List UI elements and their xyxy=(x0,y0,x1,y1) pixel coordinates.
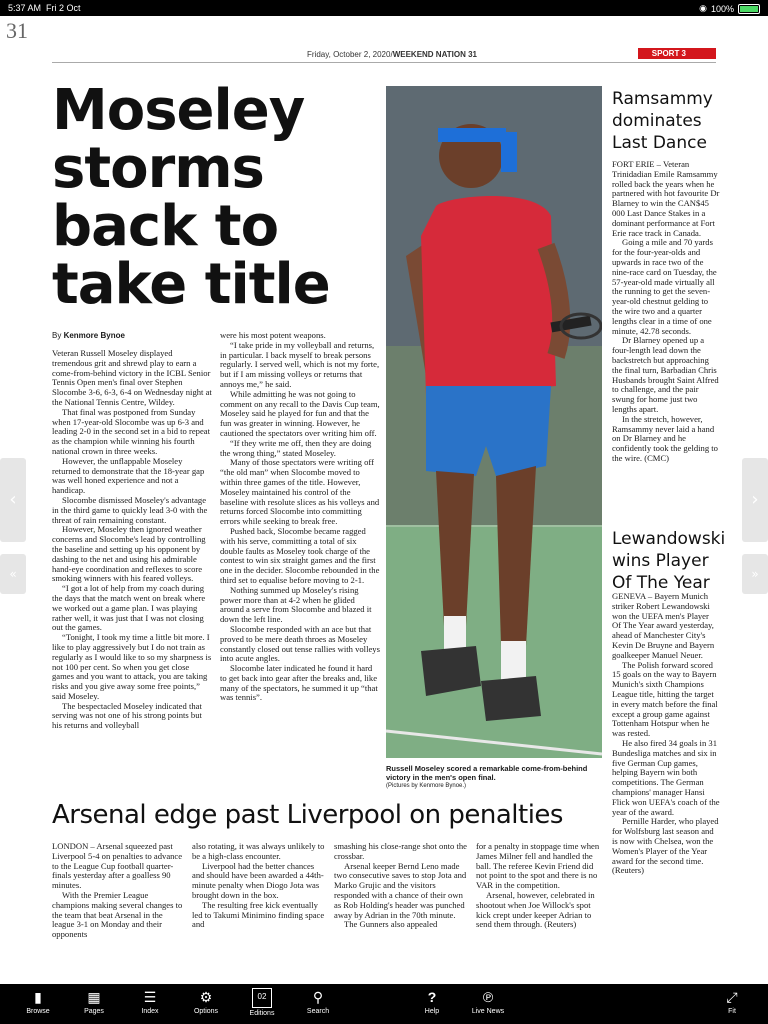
article-paragraph: Going a mile and 70 yards for the four-year-olds and upwards in race two of the nine-race card on Tuesday, the 57-year-old made virtually all the running to get the seven-year-old chestnut gelding to the wire two and a quarter lengths clear in a time of one minute, 42.78 seconds. xyxy=(612,237,717,336)
byline: By Kenmore Bynoe xyxy=(52,331,125,340)
gears-icon: ⚙ xyxy=(199,989,213,1005)
wifi-icon: ◉ xyxy=(699,3,707,13)
article-paragraph: The Gunners also appealed xyxy=(344,919,438,930)
photo-credit: (Pictures by Kenmore Bynoe.) xyxy=(386,783,467,789)
article-paragraph: “I got a lot of help from my coach during the days that the match went on break where we worked out a game plan. I was playing rather well, it was just that I was not closing out the games. xyxy=(52,583,206,633)
article-paragraph: Dr Blarney opened up a four-length lead down the backstretch but approaching the final turn, Barbadian Chris Husbands brought Saint Alfred to challenge, and the pair swung for home just two lengths apart. xyxy=(612,335,719,414)
bottom-story-column-1 xyxy=(52,842,184,940)
article-paragraph: Slocombe responded with an ace but that proved to be mere death throes as Moseley constantly closed out tense rallies with volleys into acute angles. xyxy=(220,623,380,664)
tennis-player-photo xyxy=(386,86,602,758)
article-paragraph: That final was postponed from Sunday when 17-year-old Slocombe was up 6-3 and leading 2-0 in the second set in a bid to repeat as the champion while winning his fourth national crown in three weeks. xyxy=(52,406,210,456)
article-paragraph: FORT ERIE – Veteran Trinidadian Emile Ramsammy rolled back the years when he partnered with hot favourite Dr Blarney to win the CAN$45 000 Last Dance Stakes in a dominant performance at Fort Erie race track in Canada. xyxy=(612,159,720,238)
article-paragraph: LONDON – Arsenal squeezed past Liverpool 5-4 on penalties to advance to the League Cup football quarter-finals yesterday after a goalless 90 minutes. xyxy=(52,841,183,891)
article-paragraph: also rotating, it was always unlikely to be a high-class encounter. xyxy=(192,841,325,861)
article-paragraph: were his most potent weapons. xyxy=(220,330,326,340)
list-icon: ☰ xyxy=(143,989,157,1005)
help-button[interactable]: ? Help xyxy=(424,989,440,1015)
article-paragraph: However, Moseley then ignored weather concerns and Slocombe's lead by controlling the baseline and setting up his opponent by dashing to the net and using his admirable hand-eye coordination and reflexes to score smoking winners with his feared volleys. xyxy=(52,524,206,584)
article-paragraph: Arsenal keeper Bernd Leno made two consecutive saves to stop Jota and Marko Grujic and the visitors responded with a chance of their own as Rob Holding's header was punched away by Adrian in the 70th minute. xyxy=(334,860,467,920)
article-paragraph: “Tonight, I took my time a little bit more. I like to play aggressively but I do not train as regularly as I would like to so my sharpness is not 100 per cent. So when you get close games and you want to attack, you are taking risks and you give away some free points,” said Moseley. xyxy=(52,632,212,701)
article-paragraph: While admitting he was not going to comment on any recall to the Davis Cup team, Moseley said he played for fun and that the fun was greater in winning. However, he cautioned the spectators over writing him off. xyxy=(220,388,380,438)
article-paragraph: The Polish forward scored 15 goals on the way to Bayern Munich's sixth Champions League title, hitting the target in every match before the final except a group game against Tottenham Hotspur when he was rested. xyxy=(612,659,718,739)
fit-button[interactable]: ⤢ Fit xyxy=(704,984,760,1024)
article-paragraph: Pernille Harder, who played for Wolfsburg last season and is now with Chelsea, won the Women's Player of the Year award for the second time. (Reuters) xyxy=(612,816,719,876)
side-story-1-column xyxy=(612,160,720,464)
masthead xyxy=(52,48,716,63)
article-paragraph: The bespectacled Moseley indicated that serving was not one of his strong points but his returns and volleyball xyxy=(52,700,202,731)
status-time: 5:37 AM Fri 2 Oct xyxy=(8,3,81,13)
section-tag: SPORT 3 xyxy=(638,48,716,59)
live-news-button[interactable]: ℗ Live News xyxy=(471,989,505,1015)
side-story-2-column xyxy=(612,592,720,876)
bottom-story-column-3 xyxy=(334,842,468,930)
status-bar xyxy=(0,0,768,16)
battery-icon xyxy=(738,4,760,14)
book-icon: ▮ xyxy=(34,989,42,1005)
page-number: 31 xyxy=(6,18,28,43)
article-paragraph: The resulting free kick eventually led to Takumi Minimino finding space and xyxy=(192,899,325,930)
photo-caption xyxy=(386,764,602,791)
status-right xyxy=(699,3,760,14)
browse-button[interactable]: ▮ Browse xyxy=(26,989,50,1015)
side-headline-1: Ramsammy dominates Last Dance xyxy=(612,89,713,153)
article-paragraph: Liverpool had the better chances and should have been awarded a 44th-minute penalty when Diogo Jota was brought down in the box. xyxy=(192,860,324,900)
bottom-story-column-2 xyxy=(192,842,326,930)
article-paragraph: Slocombe dismissed Moseley's advantage in the third game to quickly lead 3-0 with the threat of rain remaining constant. xyxy=(52,494,208,525)
main-story-column-1 xyxy=(52,349,212,731)
pages-button[interactable]: ▦ Pages xyxy=(84,989,104,1015)
article-paragraph: Nothing summed up Moseley's rising power more than at 4-2 when he glided around a serve from Slocombe and blazed it down the left line. xyxy=(220,584,372,625)
article-paragraph: He also fired 34 goals in 31 Bundesliga matches and six in five German Cup games, helping Bayern win both competitions. The German champions' manager Hansi Flick won UEFA's coach of the year of the award. xyxy=(612,737,720,817)
search-icon: ⚲ xyxy=(312,989,324,1005)
rss-icon: ℗ xyxy=(482,989,494,1005)
bottom-toolbar xyxy=(0,984,768,1024)
article-paragraph: With the Premier League champions making several changes to the team that beat Arsenal in the league 3-1 on Monday and their opponents xyxy=(52,889,183,940)
article-paragraph: Veteran Russell Moseley displayed tremendous grit and shrewd play to earn a come-from-behind victory in the ICBL Senior Tennis Open men's final over Stephen Slocombe 3-6, 6-3, 6-4 on Wednesday night at the National Tennis Centre, Wildey. xyxy=(52,348,212,407)
last-page-arrow[interactable]: » xyxy=(742,554,768,594)
article-paragraph: Many of those spectators were writing off “the old man” when Slocombe moved to within three games of the title. However, Moseley maintained his control of the baseline with resolute slices as his volleys and returns forced Slocombe into committing errors while seeking to break free. xyxy=(220,457,380,527)
grid-icon: ▦ xyxy=(87,989,101,1005)
search-button[interactable]: ⚲ Search xyxy=(306,989,330,1015)
article-paragraph: Slocombe later indicated he found it hard to get back into gear after the breaks and, like many of the spectators, he summed it up “that was tennis”. xyxy=(220,663,378,703)
dateline: Friday, October 2, 2020/WEEKEND NATION 31 xyxy=(307,50,477,59)
caption-text: Russell Moseley scored a remarkable come-from-behind victory in the men's open final. xyxy=(386,764,588,782)
article-paragraph: GENEVA – Bayern Munich striker Robert Lewandowski won the UEFA men's Player Of The Year award yesterday, ahead of Manchester City's Kevin De Bruyne and Bayern goalkeeper Manuel Neuer. xyxy=(612,591,715,660)
player-illustration xyxy=(386,86,602,758)
article-paragraph: “I take pride in my volleyball and returns, in particular. I back myself to break persons regularly. I served well, which is not my forte, but if I am missing volleys or returns that annoys me,” he said. xyxy=(220,339,380,389)
options-button[interactable]: ⚙ Options xyxy=(193,989,219,1015)
editions-button[interactable]: 02 Editions xyxy=(234,984,290,1024)
article-paragraph: Arsenal, however, celebrated in shootout when Joe Willock's spot kick crept under keeper Adrian to send them through. (Reuters) xyxy=(476,889,595,930)
main-story-column-2 xyxy=(220,331,380,703)
article-paragraph: However, the unflappable Moseley returned to demonstrate that the 18-year gap was well honed experience and not a handicap. xyxy=(52,455,205,496)
first-page-arrow[interactable]: « xyxy=(0,554,26,594)
article-paragraph: “If they write me off, then they are doing the wrong thing,” stated Moseley. xyxy=(220,437,372,458)
bottom-story-column-4 xyxy=(476,842,606,930)
fit-icon: ⤢ xyxy=(726,989,738,1005)
article-paragraph: smashing his close-range shot onto the crossbar. xyxy=(334,841,467,861)
question-icon: ? xyxy=(427,989,437,1005)
article-paragraph: In the stretch, however, Ramsammy never laid a hand on Dr Blarney and he confidently took the gelding to the wire. (CMC) xyxy=(612,413,718,463)
index-button[interactable]: ☰ Index xyxy=(141,989,159,1015)
battery-percent: 100% xyxy=(710,3,734,14)
next-page-arrow[interactable]: › xyxy=(742,458,768,542)
side-headline-2: Lewandowski wins Player Of The Year xyxy=(612,529,726,593)
calendar-icon: 02 xyxy=(252,988,272,1008)
main-headline: Moseley storms back to take title xyxy=(52,78,330,317)
article-paragraph: Pushed back, Slocombe became ragged with his serve, committing a total of six double faults as Moseley took charge of the contest to win six straight games and the first one in the decider. Slocombe rebounded in the third set to equalise before moving to 2-1. xyxy=(220,525,380,585)
bottom-headline: Arsenal edge past Liverpool on penalties xyxy=(52,800,563,830)
prev-page-arrow[interactable]: ‹ xyxy=(0,458,26,542)
article-paragraph: for a penalty in stoppage time when James Milner fell and handled the ball. The referee Kevin Friend did not point to the spot and there is no VAR in the competition. xyxy=(476,841,600,891)
